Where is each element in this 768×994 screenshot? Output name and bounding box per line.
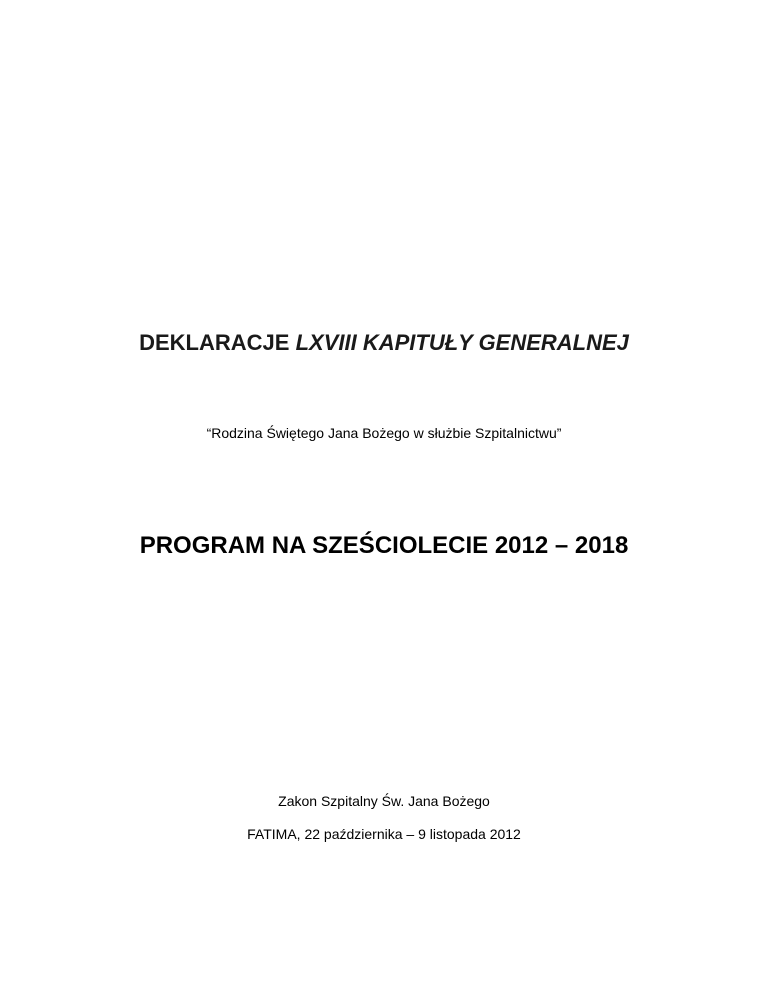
title-part-italic: LXVIII KAPITUŁY GENERALNEJ	[295, 330, 629, 355]
place-and-date: FATIMA, 22 października – 9 listopada 2012	[247, 826, 521, 842]
program-heading: PROGRAM NA SZEŚCIOLECIE 2012 – 2018	[139, 532, 629, 559]
organization-name: Zakon Szpitalny Św. Jana Bożego	[278, 793, 490, 809]
document-subtitle: “Rodzina Świętego Jana Bożego w służbie Szpitalnictwu”	[206, 425, 562, 441]
title-part-regular: DEKLARACJE	[139, 330, 296, 355]
document-title	[0, 330, 768, 356]
